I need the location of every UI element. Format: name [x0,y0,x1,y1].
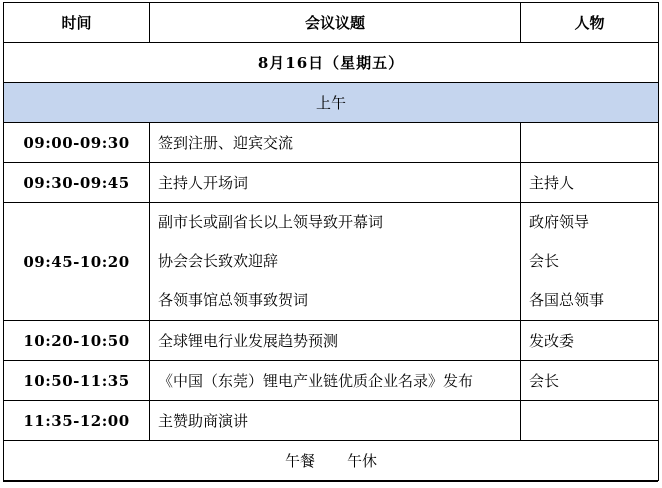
topic-cell: 主持人开场词 [150,163,521,203]
agenda-table [3,2,659,481]
time-cell: 10:50-11:35 [4,361,150,401]
header-person: 人物 [521,3,659,43]
person-item: 会长 [529,252,560,270]
topic-cell: 签到注册、迎宾交流 [150,123,521,163]
table-row [4,203,659,321]
topic-item: 各领事馆总领事致贺词 [158,291,309,309]
date-row [4,43,659,83]
topic-cell [150,203,521,321]
time-cell: 09:00-09:30 [4,123,150,163]
time-cell: 10:20-10:50 [4,321,150,361]
topic-item: 协会会长致欢迎辞 [158,252,279,270]
topic-cell: 主赞助商演讲 [150,401,521,441]
person-cell: 发改委 [521,321,659,361]
person-cell [521,401,659,441]
lunch-meal-label: 午餐 [284,452,315,470]
table-row [4,123,659,163]
header-topic: 会议议题 [150,3,521,43]
lunch-cell [4,441,659,481]
person-cell: 主持人 [521,163,659,203]
table-row [4,163,659,203]
time-cell: 09:45-10:20 [4,203,150,321]
time-cell: 11:35-12:00 [4,401,150,441]
topic-cell: 全球锂电行业发展趋势预测 [150,321,521,361]
topic-cell: 《中国（东莞）锂电产业链优质企业名录》发布 [150,361,521,401]
session-row [4,83,659,123]
session-label: 上午 [4,83,659,123]
table-row [4,401,659,441]
header-row [4,3,659,43]
lunch-row [4,441,659,481]
person-cell: 会长 [521,361,659,401]
header-time: 时间 [4,3,150,43]
person-item: 政府领导 [529,213,590,231]
topic-item: 副市长或副省长以上领导致开幕词 [158,213,384,231]
person-item: 各国总领事 [529,291,605,309]
person-cell [521,203,659,321]
lunch-rest-label: 午休 [347,452,378,470]
date-label: 8月16日（星期五） [4,43,659,83]
table-row [4,321,659,361]
time-cell: 09:30-09:45 [4,163,150,203]
person-cell [521,123,659,163]
table-row [4,361,659,401]
